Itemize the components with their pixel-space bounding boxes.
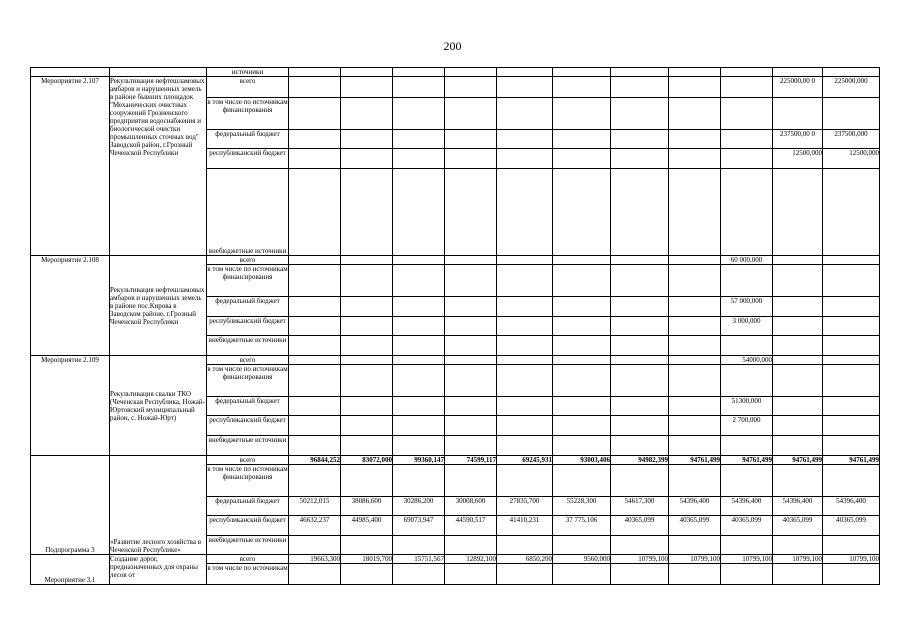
amount-cell [497,98,553,130]
amount-cell [721,149,773,169]
amount-cell [497,317,553,336]
description-cell [110,68,207,77]
amount-cell [773,98,823,130]
amount-cell: 2 700,000 [721,416,773,436]
amount-cell [393,77,445,98]
amount-cell [611,317,669,336]
amount-cell [669,149,721,169]
amount-cell [669,465,721,497]
amount-cell [611,336,669,356]
amount-cell [611,77,669,98]
amount-cell: 10799,100 [669,555,721,564]
amount-cell: 37 775,106 [553,516,611,536]
amount-cell [341,265,393,297]
amount-cell [773,169,823,256]
amount-cell [497,436,553,456]
amount-cell [823,564,880,585]
amount-cell: 18019,700 [341,555,393,564]
amount-cell [497,130,553,149]
amount-cell [445,98,497,130]
funding-source-cell: в том числе по источникам финансирования [207,98,289,130]
funding-source-cell: в том числе по источникам [207,564,289,585]
amount-cell [669,317,721,336]
funding-source-cell: источники [207,68,289,77]
amount-cell: 54396,400 [669,497,721,516]
amount-cell [393,416,445,436]
amount-cell [823,416,880,436]
amount-cell: 40365,099 [773,516,823,536]
amount-cell [721,77,773,98]
amount-cell [445,77,497,98]
amount-cell: 99360,147 [393,456,445,465]
amount-cell [289,149,341,169]
amount-cell: 40365,099 [611,516,669,536]
amount-cell [445,564,497,585]
amount-cell [553,356,611,365]
amount-cell [393,397,445,416]
amount-cell: 96844,252 [289,456,341,465]
event-name-cell: Мероприятие 3.1 [31,555,110,585]
page-number: 200 [443,39,462,53]
amount-cell [773,465,823,497]
amount-cell [393,365,445,397]
amount-cell [773,317,823,336]
amount-cell [553,397,611,416]
amount-cell: 10799,100 [823,555,880,564]
amount-cell [497,564,553,585]
amount-cell [553,265,611,297]
amount-cell [669,356,721,365]
amount-cell [497,256,553,265]
funding-source-cell: всего [207,555,289,564]
amount-cell: 83072,000 [341,456,393,465]
amount-cell [497,356,553,365]
amount-cell: 44985,400 [341,516,393,536]
amount-cell: 10799,100 [611,555,669,564]
amount-cell [289,356,341,365]
amount-cell [289,564,341,585]
amount-cell: 27835,700 [497,497,553,516]
funding-source-cell: федеральный бюджет [207,397,289,416]
amount-cell [669,536,721,555]
amount-cell [341,336,393,356]
amount-cell [289,169,341,256]
amount-cell [823,68,880,77]
amount-cell: 46632,237 [289,516,341,536]
amount-cell: 237500,00 0 [773,130,823,149]
amount-cell [341,397,393,416]
amount-cell [669,336,721,356]
amount-cell [721,68,773,77]
table-row [31,68,880,77]
amount-cell [445,416,497,436]
amount-cell: 44590,517 [445,516,497,536]
amount-cell: 40365,099 [823,516,880,536]
amount-cell [773,256,823,265]
amount-cell [445,356,497,365]
amount-cell [341,536,393,555]
amount-cell [611,356,669,365]
amount-cell [445,256,497,265]
amount-cell [341,436,393,456]
funding-source-cell: в том числе по источникам финансирования [207,265,289,297]
amount-cell: 93003,406 [553,456,611,465]
amount-cell [393,317,445,336]
amount-cell [669,436,721,456]
amount-cell [341,465,393,497]
amount-cell [669,397,721,416]
amount-cell [341,416,393,436]
amount-cell [341,77,393,98]
amount-cell [553,98,611,130]
event-cell [31,68,110,77]
amount-cell [773,536,823,555]
event-name-cell: Мероприятие 2.109 [31,356,110,456]
amount-cell [773,265,823,297]
amount-cell [445,536,497,555]
funding-source-cell: в том числе по источникам финансирования [207,365,289,397]
funding-source-cell: внебюджетные источники [207,336,289,356]
amount-cell [553,536,611,555]
amount-cell [553,297,611,317]
amount-cell [445,465,497,497]
funding-source-cell: всего [207,256,289,265]
amount-cell [823,536,880,555]
amount-cell [497,397,553,416]
amount-cell [445,365,497,397]
amount-cell: 54396,400 [721,497,773,516]
amount-cell: 69073,947 [393,516,445,536]
funding-source-cell: федеральный бюджет [207,297,289,317]
amount-cell [445,336,497,356]
amount-cell [289,77,341,98]
amount-cell [393,169,445,256]
amount-cell [611,130,669,149]
amount-cell [289,317,341,336]
amount-cell: 50212,015 [289,497,341,516]
amount-cell [611,256,669,265]
event-name-cell: Подпрограмма 3 [31,456,110,555]
amount-cell: 40365,099 [669,516,721,536]
amount-cell: 57 000,000 [721,297,773,317]
event-description-cell: Рекультивация нефтешламовых амбаров и нарушенных земель в районе бывших площадок "Механических очистных сооружений Грозненского предприятия водоснабжения и биологической очистки промышленных сточных вод" Заводской район, г.Грозный Чеченской Республики [110,77,207,256]
amount-cell [611,536,669,555]
amount-cell: 38086,600 [341,497,393,516]
amount-cell [445,297,497,317]
amount-cell [669,365,721,397]
amount-cell [611,465,669,497]
amount-cell [497,416,553,436]
amount-cell: 94982,399 [611,456,669,465]
funding-source-cell: всего [207,77,289,98]
funding-source-cell: республиканский бюджет [207,317,289,336]
amount-cell [497,297,553,317]
amount-cell [823,465,880,497]
amount-cell [669,564,721,585]
amount-cell [445,169,497,256]
amount-cell [497,265,553,297]
amount-cell: 60 000,000 [721,256,773,265]
amount-cell [669,256,721,265]
amount-cell [393,336,445,356]
amount-cell [721,564,773,585]
funding-source-cell: всего [207,456,289,465]
amount-cell: 69245,931 [497,456,553,465]
amount-cell [445,317,497,336]
amount-cell [289,397,341,416]
amount-cell: 94761,499 [721,456,773,465]
amount-cell [497,336,553,356]
funding-source-cell: республиканский бюджет [207,416,289,436]
funding-source-cell: республиканский бюджет [207,149,289,169]
amount-cell [553,336,611,356]
amount-cell: 40365,099 [721,516,773,536]
amount-cell [611,397,669,416]
amount-cell [773,297,823,317]
amount-cell [611,149,669,169]
amount-cell [445,68,497,77]
amount-cell [669,77,721,98]
amount-cell [497,149,553,169]
amount-cell [341,98,393,130]
amount-cell [393,68,445,77]
amount-cell [773,365,823,397]
amount-cell [393,98,445,130]
amount-cell [721,536,773,555]
amount-cell [445,436,497,456]
amount-cell: 225000,000 [823,77,880,98]
amount-cell: 12500,000 [773,149,823,169]
amount-cell [773,436,823,456]
funding-source-cell: всего [207,356,289,365]
amount-cell [611,365,669,397]
amount-cell [553,130,611,149]
amount-cell [393,265,445,297]
amount-cell: 225000,00 0 [773,77,823,98]
amount-cell [341,564,393,585]
amount-cell [289,365,341,397]
amount-cell [341,169,393,256]
amount-cell [553,68,611,77]
amount-cell: 54617,300 [611,497,669,516]
amount-cell [497,465,553,497]
amount-cell [823,256,880,265]
amount-cell [341,297,393,317]
funding-source-cell: внебюджетные источники [207,436,289,456]
amount-cell [393,297,445,317]
amount-cell [393,130,445,149]
table-row [31,456,880,465]
amount-cell [289,297,341,317]
amount-cell [721,265,773,297]
table-row [31,256,880,265]
amount-cell [721,436,773,456]
amount-cell [289,536,341,555]
amount-cell [393,149,445,169]
amount-cell [611,265,669,297]
budget-table-body [31,68,880,585]
amount-cell [341,149,393,169]
amount-cell [721,465,773,497]
amount-cell [669,98,721,130]
amount-cell [773,416,823,436]
amount-cell [669,416,721,436]
amount-cell: 94761,499 [669,456,721,465]
amount-cell [289,465,341,497]
amount-cell [289,416,341,436]
amount-cell: 54396,400 [773,497,823,516]
amount-cell: 15751,567 [393,555,445,564]
amount-cell [669,265,721,297]
amount-cell [611,169,669,256]
amount-cell: 9560,000 [553,555,611,564]
amount-cell [611,68,669,77]
amount-cell [497,77,553,98]
funding-source-cell: в том числе по источникам финансирования [207,465,289,497]
amount-cell [611,564,669,585]
amount-cell: 51300,000 [721,397,773,416]
amount-cell [553,465,611,497]
amount-cell [553,77,611,98]
amount-cell [553,256,611,265]
amount-cell [553,169,611,256]
amount-cell: 12892,100 [445,555,497,564]
amount-cell [669,68,721,77]
event-description-cell: Рекультивация нефтешламовых амбаров и нарушенных земель в районе пос.Кирова в Заводском районе, г.Грозный Чеченской Республики [110,256,207,356]
amount-cell [773,356,823,365]
event-name-cell: Мероприятие 2.108 [31,256,110,356]
event-name-cell: Мероприятие 2.107 [31,77,110,256]
amount-cell [823,265,880,297]
amount-cell: 94761,499 [773,456,823,465]
amount-cell [393,436,445,456]
amount-cell [289,68,341,77]
amount-cell [497,536,553,555]
table-row [31,555,880,564]
amount-cell [553,564,611,585]
amount-cell [289,436,341,456]
amount-cell: 30008,600 [445,497,497,516]
amount-cell [497,169,553,256]
amount-cell [341,68,393,77]
amount-cell [721,169,773,256]
amount-cell [611,416,669,436]
amount-cell [289,265,341,297]
amount-cell: 74599,117 [445,456,497,465]
amount-cell [823,397,880,416]
amount-cell [823,297,880,317]
amount-cell: 3 000,000 [721,317,773,336]
amount-cell [773,397,823,416]
amount-cell [773,68,823,77]
amount-cell [823,365,880,397]
amount-cell [393,564,445,585]
amount-cell [773,336,823,356]
amount-cell: 94761,499 [823,456,880,465]
amount-cell [553,416,611,436]
amount-cell: 19663,300 [289,555,341,564]
amount-cell: 30286,200 [393,497,445,516]
amount-cell [289,336,341,356]
table-row [31,356,880,365]
amount-cell: 237500,000 [823,130,880,149]
amount-cell: 41410,231 [497,516,553,536]
amount-cell [611,297,669,317]
amount-cell [289,130,341,149]
budget-table [30,67,880,585]
amount-cell [669,130,721,149]
amount-cell [445,265,497,297]
amount-cell [445,397,497,416]
amount-cell [823,317,880,336]
funding-source-cell: республиканский бюджет [207,516,289,536]
amount-cell [823,169,880,256]
event-description-cell: Создание дорог, предназначенных для охраны лесов от [110,555,207,585]
amount-cell [341,256,393,265]
amount-cell [393,536,445,555]
amount-cell [669,297,721,317]
amount-cell: 10799,100 [773,555,823,564]
amount-cell [341,317,393,336]
amount-cell [289,256,341,265]
amount-cell [341,356,393,365]
amount-cell [721,98,773,130]
amount-cell [341,130,393,149]
amount-cell [553,317,611,336]
amount-cell: 55228,300 [553,497,611,516]
amount-cell: 12500,000 [823,149,880,169]
amount-cell [773,564,823,585]
amount-cell [341,365,393,397]
amount-cell: 10799,100 [721,555,773,564]
amount-cell [721,336,773,356]
amount-cell [497,68,553,77]
amount-cell [721,365,773,397]
amount-cell [823,336,880,356]
amount-cell: 54396,400 [823,497,880,516]
amount-cell [289,98,341,130]
amount-cell [445,149,497,169]
amount-cell [393,465,445,497]
amount-cell [393,356,445,365]
funding-source-cell: федеральный бюджет [207,497,289,516]
amount-cell [611,436,669,456]
amount-cell [721,130,773,149]
amount-cell [553,365,611,397]
amount-cell [611,98,669,130]
amount-cell [823,98,880,130]
amount-cell [497,365,553,397]
funding-source-cell: федеральный бюджет [207,130,289,149]
amount-cell [553,436,611,456]
funding-source-cell: внебюджетные источники [207,536,289,555]
amount-cell [823,356,880,365]
amount-cell: 54000,000 [721,356,773,365]
amount-cell [393,256,445,265]
event-description-cell: «Развитие лесного хозяйства в Чеченской Республике» [110,456,207,555]
amount-cell [445,130,497,149]
amount-cell [669,169,721,256]
amount-cell [823,436,880,456]
table-row [31,77,880,98]
funding-source-cell: внебюджетные источники [207,169,289,256]
amount-cell: 6850,200 [497,555,553,564]
amount-cell [553,149,611,169]
event-description-cell: Рекультивация свалки ТКО (Чеченская Республика, Ножай-Юртовский муниципальный район, с. Ножай-Юрт) [110,356,207,456]
